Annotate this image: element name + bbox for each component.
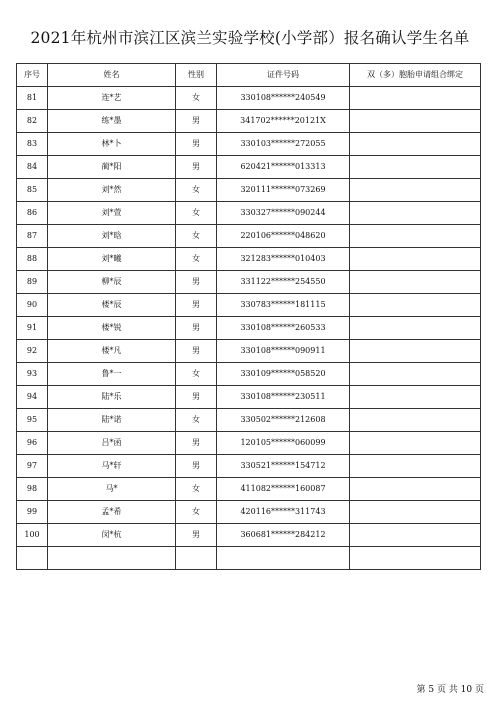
name-cell: 柳*辰 xyxy=(48,271,176,294)
gender-cell: 女 xyxy=(176,409,217,432)
id-number-cell: 320111******073269 xyxy=(217,179,350,202)
index-cell: 86 xyxy=(17,202,48,225)
table-row xyxy=(17,133,481,156)
table-body xyxy=(17,87,481,570)
table-row xyxy=(17,87,481,110)
twin-binding-cell xyxy=(350,271,481,294)
id-number-cell: 330502******212608 xyxy=(217,409,350,432)
index-cell: 84 xyxy=(17,156,48,179)
name-cell: 吕*函 xyxy=(48,432,176,455)
index-cell: 100 xyxy=(17,524,48,547)
empty-table-row xyxy=(17,547,481,570)
id-number-cell: 341702******20121X xyxy=(217,110,350,133)
table-row xyxy=(17,271,481,294)
twin-binding-cell xyxy=(350,432,481,455)
index-cell: 88 xyxy=(17,248,48,271)
name-cell: 刘*然 xyxy=(48,179,176,202)
index-cell: 95 xyxy=(17,409,48,432)
empty-cell xyxy=(217,547,350,570)
gender-cell: 男 xyxy=(176,432,217,455)
name-cell: 蔺*阳 xyxy=(48,156,176,179)
gender-cell: 男 xyxy=(176,317,217,340)
index-cell: 85 xyxy=(17,179,48,202)
twin-binding-cell xyxy=(350,455,481,478)
id-number-cell: 330521******154712 xyxy=(217,455,350,478)
gender-cell: 男 xyxy=(176,524,217,547)
id-number-cell: 330783******181115 xyxy=(217,294,350,317)
twin-binding-cell xyxy=(350,317,481,340)
id-number-cell: 330108******260533 xyxy=(217,317,350,340)
id-number-cell: 120105******060099 xyxy=(217,432,350,455)
name-cell: 练*墨 xyxy=(48,110,176,133)
table-header-row xyxy=(17,64,481,87)
id-number-cell: 330327******090244 xyxy=(217,202,350,225)
index-cell: 91 xyxy=(17,317,48,340)
id-number-cell: 420116******311743 xyxy=(217,501,350,524)
twin-binding-cell xyxy=(350,87,481,110)
index-cell: 97 xyxy=(17,455,48,478)
index-cell: 94 xyxy=(17,386,48,409)
index-cell: 92 xyxy=(17,340,48,363)
table-row xyxy=(17,225,481,248)
gender-cell: 女 xyxy=(176,478,217,501)
twin-binding-cell xyxy=(350,363,481,386)
id-number-cell: 330108******230511 xyxy=(217,386,350,409)
name-cell: 连*艺 xyxy=(48,87,176,110)
name-cell: 楼*锐 xyxy=(48,317,176,340)
student-roster-table xyxy=(16,63,481,570)
twin-binding-cell xyxy=(350,179,481,202)
index-cell: 81 xyxy=(17,87,48,110)
name-cell: 林*卜 xyxy=(48,133,176,156)
table-row xyxy=(17,340,481,363)
index-cell: 87 xyxy=(17,225,48,248)
name-cell: 孟*希 xyxy=(48,501,176,524)
header-twin-binding: 双（多）胞胎申请组合绑定 xyxy=(350,64,481,87)
header-name: 姓名 xyxy=(48,64,176,87)
index-cell: 89 xyxy=(17,271,48,294)
table-row xyxy=(17,524,481,547)
twin-binding-cell xyxy=(350,156,481,179)
empty-cell xyxy=(17,547,48,570)
id-number-cell: 411082******160087 xyxy=(217,478,350,501)
name-cell: 闵*杭 xyxy=(48,524,176,547)
twin-binding-cell xyxy=(350,202,481,225)
id-number-cell: 330108******240549 xyxy=(217,87,350,110)
gender-cell: 男 xyxy=(176,133,217,156)
name-cell: 马* xyxy=(48,478,176,501)
index-cell: 98 xyxy=(17,478,48,501)
twin-binding-cell xyxy=(350,524,481,547)
twin-binding-cell xyxy=(350,501,481,524)
table-row xyxy=(17,432,481,455)
id-number-cell: 360681******284212 xyxy=(217,524,350,547)
table-row xyxy=(17,317,481,340)
twin-binding-cell xyxy=(350,386,481,409)
id-number-cell: 330103******272055 xyxy=(217,133,350,156)
gender-cell: 女 xyxy=(176,202,217,225)
table-row xyxy=(17,478,481,501)
twin-binding-cell xyxy=(350,133,481,156)
gender-cell: 女 xyxy=(176,179,217,202)
table-row xyxy=(17,202,481,225)
gender-cell: 女 xyxy=(176,248,217,271)
id-number-cell: 620421******013313 xyxy=(217,156,350,179)
table-row xyxy=(17,294,481,317)
gender-cell: 男 xyxy=(176,386,217,409)
index-cell: 93 xyxy=(17,363,48,386)
empty-cell xyxy=(350,547,481,570)
header-gender: 性别 xyxy=(176,64,217,87)
id-number-cell: 330109******058520 xyxy=(217,363,350,386)
table-row xyxy=(17,179,481,202)
table-row xyxy=(17,248,481,271)
table-row xyxy=(17,455,481,478)
twin-binding-cell xyxy=(350,248,481,271)
name-cell: 鲁*一 xyxy=(48,363,176,386)
twin-binding-cell xyxy=(350,225,481,248)
header-id-number: 证件号码 xyxy=(217,64,350,87)
name-cell: 陆*诺 xyxy=(48,409,176,432)
table-row xyxy=(17,386,481,409)
gender-cell: 女 xyxy=(176,225,217,248)
gender-cell: 男 xyxy=(176,455,217,478)
id-number-cell: 331122******254550 xyxy=(217,271,350,294)
name-cell: 楼*辰 xyxy=(48,294,176,317)
name-cell: 马*轩 xyxy=(48,455,176,478)
table-row xyxy=(17,156,481,179)
id-number-cell: 330108******090911 xyxy=(217,340,350,363)
twin-binding-cell xyxy=(350,110,481,133)
index-cell: 99 xyxy=(17,501,48,524)
document-title: 2021年杭州市滨江区滨兰实验学校(小学部）报名确认学生名单 xyxy=(30,29,470,47)
empty-cell xyxy=(48,547,176,570)
table-row xyxy=(17,501,481,524)
table-row xyxy=(17,409,481,432)
id-number-cell: 321283******010403 xyxy=(217,248,350,271)
header-index: 序号 xyxy=(17,64,48,87)
empty-cell xyxy=(176,547,217,570)
index-cell: 96 xyxy=(17,432,48,455)
table-row xyxy=(17,110,481,133)
gender-cell: 女 xyxy=(176,501,217,524)
index-cell: 90 xyxy=(17,294,48,317)
twin-binding-cell xyxy=(350,294,481,317)
gender-cell: 男 xyxy=(176,271,217,294)
gender-cell: 女 xyxy=(176,87,217,110)
name-cell: 刘*曦 xyxy=(48,248,176,271)
index-cell: 83 xyxy=(17,133,48,156)
twin-binding-cell xyxy=(350,478,481,501)
gender-cell: 男 xyxy=(176,110,217,133)
name-cell: 刘*萱 xyxy=(48,202,176,225)
gender-cell: 男 xyxy=(176,156,217,179)
name-cell: 刘*晗 xyxy=(48,225,176,248)
gender-cell: 女 xyxy=(176,363,217,386)
name-cell: 陆*乐 xyxy=(48,386,176,409)
name-cell: 楼*凡 xyxy=(48,340,176,363)
index-cell: 82 xyxy=(17,110,48,133)
twin-binding-cell xyxy=(350,340,481,363)
twin-binding-cell xyxy=(350,409,481,432)
table-row xyxy=(17,363,481,386)
id-number-cell: 220106******048620 xyxy=(217,225,350,248)
gender-cell: 男 xyxy=(176,340,217,363)
page-number: 第 5 页 共 10 页 xyxy=(416,685,484,695)
gender-cell: 男 xyxy=(176,294,217,317)
